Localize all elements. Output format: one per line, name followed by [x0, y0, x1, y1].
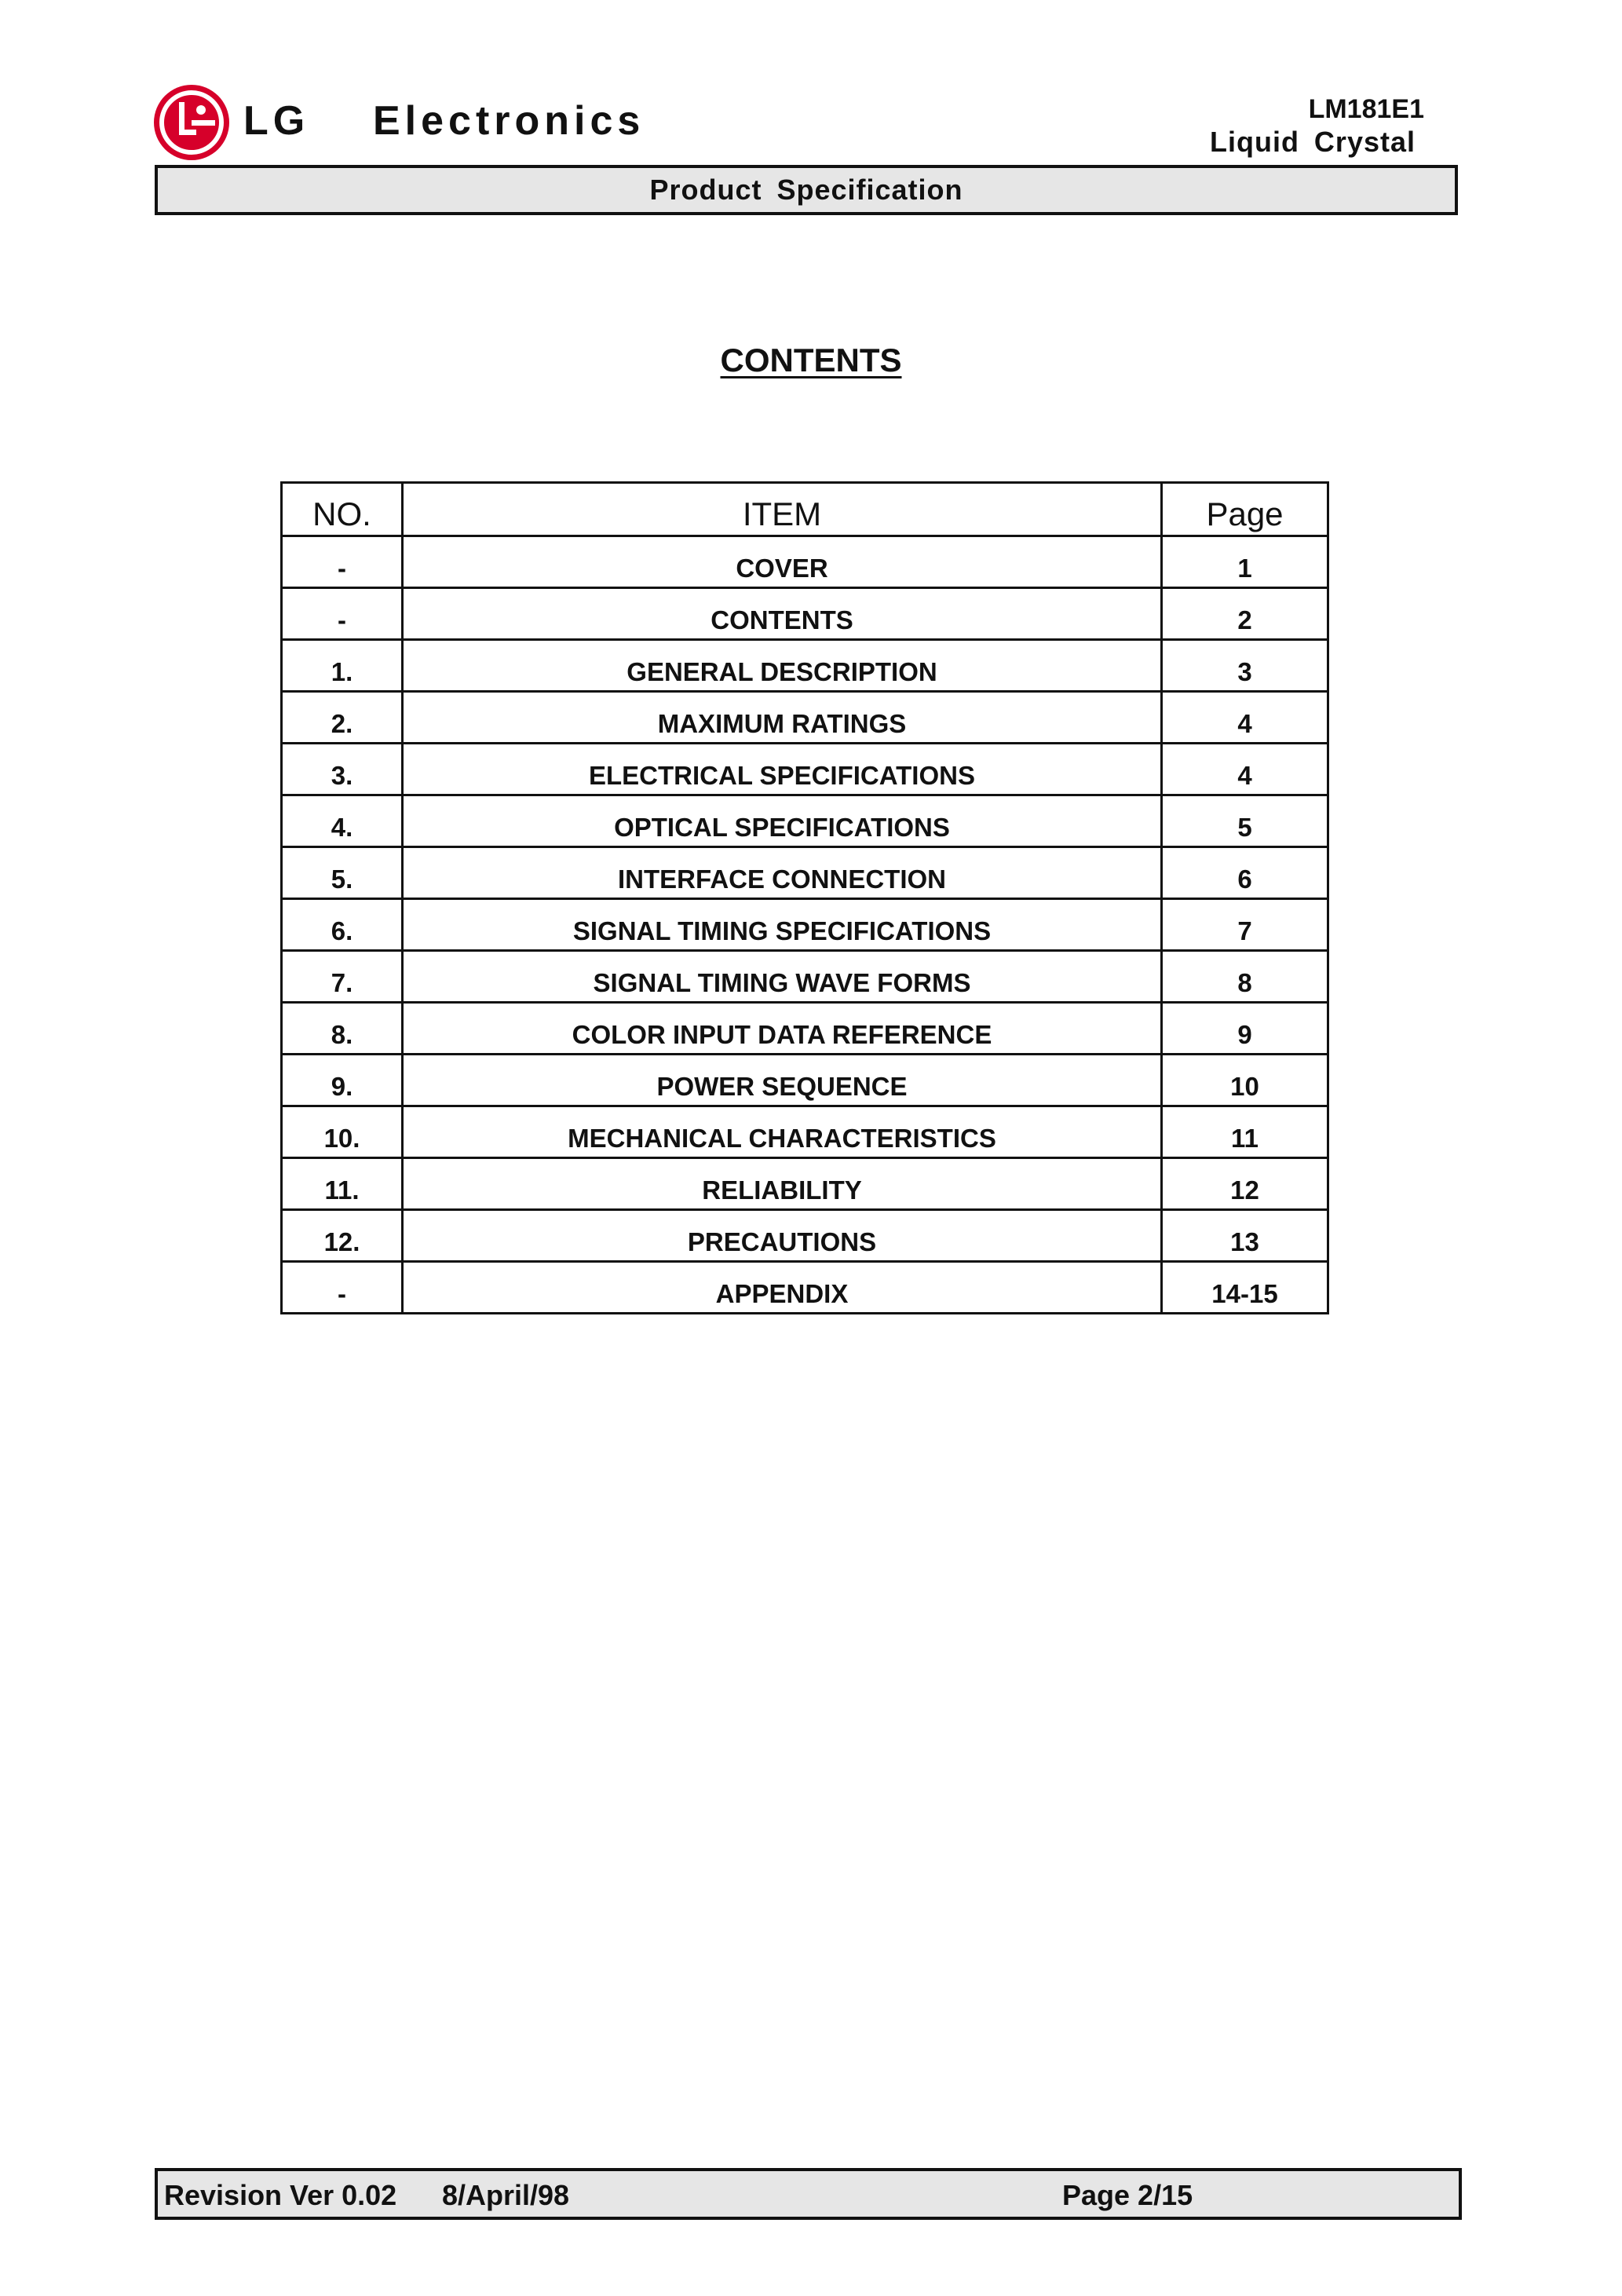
product-subtitle: Liquid Crystal [1209, 126, 1416, 158]
table-row [282, 847, 1328, 899]
table-row [282, 951, 1328, 1003]
table-row [282, 588, 1328, 640]
row-item: POWER SEQUENCE [403, 1055, 1162, 1106]
header-page: Page [1162, 483, 1328, 536]
row-item: COLOR INPUT DATA REFERENCE [403, 1003, 1162, 1055]
row-number: 5. [282, 847, 403, 899]
page-number: Page 2/15 [1062, 2179, 1193, 2211]
row-item: PRECAUTIONS [403, 1210, 1162, 1262]
row-page: 8 [1162, 951, 1328, 1003]
row-page: 1 [1162, 536, 1328, 588]
contents-table [280, 481, 1329, 1314]
table-row [282, 795, 1328, 847]
row-number: 3. [282, 744, 403, 795]
row-page: 2 [1162, 588, 1328, 640]
row-number: 10. [282, 1106, 403, 1158]
row-number: 12. [282, 1210, 403, 1262]
table-row [282, 1003, 1328, 1055]
table-row [282, 692, 1328, 744]
model-number: LM181E1 [1308, 94, 1424, 124]
row-number: 8. [282, 1003, 403, 1055]
header-item: ITEM [403, 483, 1162, 536]
row-item: COVER [403, 536, 1162, 588]
row-page: 4 [1162, 692, 1328, 744]
row-item: MAXIMUM RATINGS [403, 692, 1162, 744]
revision-date: 8/April/98 [442, 2179, 570, 2211]
row-number: - [282, 588, 403, 640]
row-page: 14-15 [1162, 1262, 1328, 1314]
row-item: OPTICAL SPECIFICATIONS [403, 795, 1162, 847]
row-page: 7 [1162, 899, 1328, 951]
spec-title-bar [155, 165, 1458, 215]
row-item: ELECTRICAL SPECIFICATIONS [403, 744, 1162, 795]
row-page: 10 [1162, 1055, 1328, 1106]
row-number: 11. [282, 1158, 403, 1210]
revision-version: Revision Ver 0.02 [164, 2179, 397, 2211]
row-number: - [282, 1262, 403, 1314]
row-page: 5 [1162, 795, 1328, 847]
row-item: RELIABILITY [403, 1158, 1162, 1210]
brand-lg: LG [243, 98, 310, 144]
row-number: 6. [282, 899, 403, 951]
row-page: 4 [1162, 744, 1328, 795]
row-item: MECHANICAL CHARACTERISTICS [403, 1106, 1162, 1158]
row-page: 3 [1162, 640, 1328, 692]
table-row [282, 1055, 1328, 1106]
table-row [282, 640, 1328, 692]
header-no: NO. [282, 483, 403, 536]
row-page: 6 [1162, 847, 1328, 899]
brand-electronics: Electronics [373, 98, 645, 144]
row-item: GENERAL DESCRIPTION [403, 640, 1162, 692]
row-item: CONTENTS [403, 588, 1162, 640]
row-number: 7. [282, 951, 403, 1003]
table-row [282, 744, 1328, 795]
row-number: 4. [282, 795, 403, 847]
table-row [282, 1158, 1328, 1210]
contents-heading: CONTENTS [720, 342, 902, 378]
row-number: - [282, 536, 403, 588]
row-page: 9 [1162, 1003, 1328, 1055]
footer-bar [155, 2168, 1462, 2220]
row-item: APPENDIX [403, 1262, 1162, 1314]
table-header-row [282, 483, 1328, 536]
page-title [0, 344, 1622, 377]
row-number: 2. [282, 692, 403, 744]
row-item: SIGNAL TIMING WAVE FORMS [403, 951, 1162, 1003]
row-page: 12 [1162, 1158, 1328, 1210]
table-row [282, 1106, 1328, 1158]
table-row [282, 1262, 1328, 1314]
row-page: 13 [1162, 1210, 1328, 1262]
table-row [282, 536, 1328, 588]
row-item: SIGNAL TIMING SPECIFICATIONS [403, 899, 1162, 951]
spec-title: Product Specification [649, 174, 963, 206]
lg-logo-icon [152, 83, 231, 162]
row-item: INTERFACE CONNECTION [403, 847, 1162, 899]
row-number: 1. [282, 640, 403, 692]
row-page: 11 [1162, 1106, 1328, 1158]
table-row [282, 899, 1328, 951]
row-number: 9. [282, 1055, 403, 1106]
table-row [282, 1210, 1328, 1262]
